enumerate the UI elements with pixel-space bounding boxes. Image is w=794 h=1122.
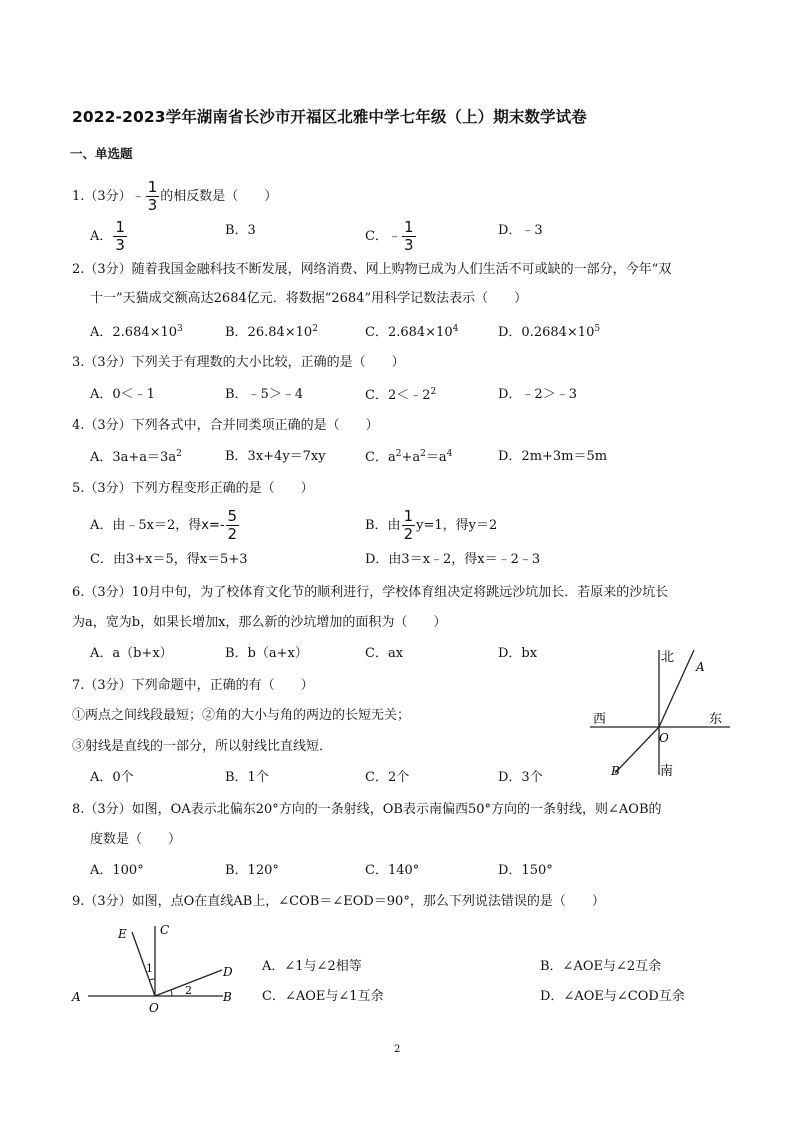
q6-option-c: C．ax: [365, 646, 404, 661]
q5-option-c: C．由3+x＝5，得x＝5+3: [90, 552, 248, 567]
q4-option-a: A．$3a+a=3a^2$: [90, 449, 182, 465]
point-a-label: A: [72, 990, 81, 1004]
angle-1-label: 1: [146, 962, 153, 975]
q5-option-a: A．由﹣5x＝2，得x=- $\frac{5}{2}$: [90, 507, 238, 543]
question-1: [72, 180, 277, 213]
q1-stem-post: 的相反数是（ ）: [160, 189, 278, 204]
q1-option-a: A． $\frac{1}{3}$: [90, 218, 125, 254]
q3-option-c: C．$2<﹣2^2$: [365, 387, 437, 403]
q6-line-1: 6.（3分）10月中旬，为了校体育文化节的顺利进行，学校体育组决定将跳远沙坑加长．若原来的沙坑长: [72, 585, 669, 600]
q9-option-c: C．∠AOE与∠1互余: [262, 989, 384, 1004]
point-b-label: B: [611, 764, 620, 778]
angle-figure: [68, 920, 248, 1015]
q5-stem: 5.（3分）下列方程变形正确的是（ ）: [72, 481, 314, 496]
q2-option-b: B．$26.84\times 10^2$: [225, 324, 318, 340]
q5-option-b: B．由 $\frac{1}{2}$ y=1，得y＝2: [365, 507, 498, 543]
q3-option-a: A．0＜﹣1: [90, 387, 155, 402]
q2-option-a: A．$2.684\times 10^3$: [90, 324, 183, 340]
point-o-label: O: [149, 1001, 159, 1015]
q2-line-2: 十一”天猫成交额高达2684亿元．将数据“2684”用科学记数法表示（ ）: [90, 291, 528, 306]
q3-option-b: B．﹣5＞﹣4: [225, 387, 304, 402]
section-heading: 一、单选题: [70, 146, 133, 161]
q9-option-d: D．∠AOE与∠COD互余: [540, 989, 685, 1004]
q6-option-b: B．b（a+x）: [225, 646, 308, 661]
q4-option-b: B．3x+4y＝7xy: [225, 449, 326, 464]
q9-stem: 9.（3分）如图，点O在直线AB上，∠COB＝∠EOD＝90°，那么下列说法错误的是（ ）: [72, 894, 605, 909]
page-number: 2: [394, 1044, 401, 1055]
q1-fraction: $\frac{1}{3}$: [147, 178, 158, 214]
q6-line-2: 为a，宽为b，如果长增加x，那么新的沙坑增加的面积为（ ）: [72, 615, 447, 630]
q5-option-d: D．由3＝x﹣2，得x＝﹣2﹣3: [365, 552, 541, 567]
q8-option-b: B．120°: [225, 863, 279, 878]
q4-stem: 4.（3分）下列各式中，合并同类项正确的是（ ）: [72, 418, 379, 433]
q2-line-1: 2.（3分）随着我国金融科技不断发展，网络消费、网上购物已成为人们生活不可或缺的一部分，今年“双: [72, 262, 672, 277]
q1-stem-pre: 1.（3分）﹣: [72, 189, 145, 204]
q9-option-a: A．∠1与∠2相等: [262, 959, 362, 974]
point-a-label: A: [696, 660, 705, 674]
point-e-label: E: [118, 927, 127, 941]
q2-option-c: C．$2.684\times 10^4$: [365, 324, 459, 340]
q8-line-2: 度数是（ ）: [90, 832, 182, 847]
south-label: 南: [660, 764, 674, 779]
q8-option-a: A．100°: [90, 863, 144, 878]
q4-option-c: C．$a^2+a^2=a^4$: [365, 449, 453, 465]
q6-option-a: A．a（b+x）: [90, 646, 173, 661]
q1-option-c: C．﹣ $\frac{1}{3}$: [365, 218, 414, 254]
page-title: 2022-2023学年湖南省长沙市开福区北雅中学七年级（上）期末数学试卷: [72, 108, 587, 126]
q1-option-d: D．﹣3: [498, 223, 543, 238]
angle-2-arc: [171, 990, 172, 996]
north-label: 北: [661, 650, 675, 665]
q2-option-d: D．$0.2684\times 10^5$: [498, 324, 601, 340]
q7-stem: 7.（3分）下列命题中，正确的有（ ）: [72, 678, 314, 693]
q6-option-d: D．bx: [498, 646, 538, 661]
east-label: 东: [709, 712, 723, 727]
q9-option-b: B．∠AOE与∠2互余: [540, 959, 662, 974]
q3-option-d: D．﹣2＞﹣3: [498, 387, 577, 402]
q8-option-c: C．140°: [365, 863, 420, 878]
q1-option-b: B．3: [225, 223, 256, 238]
q7-option-d: D．3个: [498, 770, 543, 785]
point-c-label: C: [160, 923, 170, 937]
west-label: 西: [593, 712, 607, 727]
angle-1-arc: [149, 979, 155, 980]
q7-option-c: C．2个: [365, 770, 410, 785]
q7-line-2: ①两点之间线段最短；②角的大小与角的两边的长短无关；: [72, 708, 411, 723]
q4-option-d: D．2m+3m＝5m: [498, 449, 608, 464]
point-d-label: D: [223, 965, 233, 979]
q7-option-a: A．0个: [90, 770, 134, 785]
point-b-label: B: [223, 990, 232, 1004]
angle-2-label: 2: [185, 984, 192, 997]
q8-line-1: 8.（3分）如图，OA表示北偏东20°方向的一条射线，OB表示南偏西50°方向的一条射线，则∠AOB的: [72, 802, 662, 817]
q7-option-b: B．1个: [225, 770, 269, 785]
q8-option-d: D．150°: [498, 863, 553, 878]
point-o-label: O: [659, 731, 669, 745]
ray-ob: [615, 727, 659, 773]
q7-line-3: ③射线是直线的一部分，所以射线比直线短．: [72, 739, 333, 754]
compass-figure: [585, 645, 735, 780]
q3-stem: 3.（3分）下列关于有理数的大小比较，正确的是（ ）: [72, 355, 405, 370]
